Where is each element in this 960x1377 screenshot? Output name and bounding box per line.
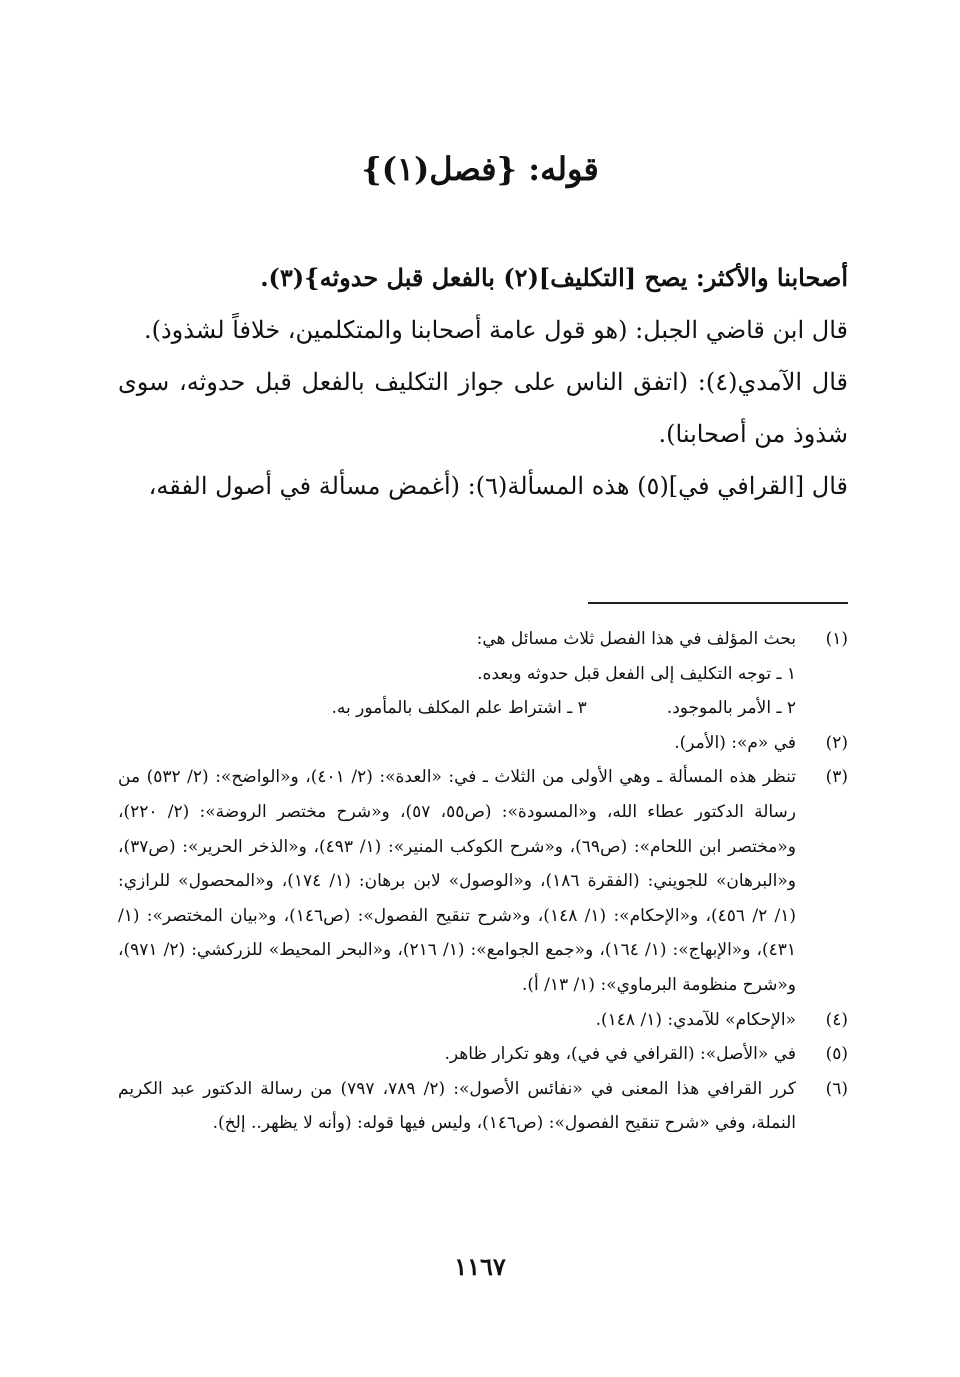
footnote-number: (٣) <box>825 767 848 788</box>
footnotes <box>118 622 848 1141</box>
footnote-number: (٢) <box>825 732 848 753</box>
footnote-text: «الإحكام» للآمدي: (١/ ١٤٨). <box>595 1009 796 1030</box>
footnote-6 <box>118 1072 848 1141</box>
footnote-number: (٥) <box>825 1044 848 1065</box>
footnote-text: كرر القرافي هذا المعنى في «نفائس الأصول»: (٢/ ٧٨٩، ٧٩٧) من رسالة الدكتور عبد الكريم النملة، وفي «شرح تنقيح الفصول»: (ص١٤٦)، وليس فيها قوله: (وأنه لا يظهر.. إلخ). <box>118 1078 796 1134</box>
footnote-text <box>118 622 796 726</box>
footnote-line <box>118 691 796 726</box>
main-paragraph-4: قال [القرافي في](٥) هذه المسألة(٦): (أغمض مسألة في أصول الفقه، <box>148 472 848 500</box>
footnote-number: (١) <box>825 629 848 649</box>
page-number: ١١٦٧ <box>454 1252 506 1281</box>
footnote-text: في «الأصل»: (القرافي في في)، وهو تكرار ظاهر. <box>444 1044 796 1065</box>
footnote-text: في «م»: (الأمر). <box>674 732 796 753</box>
main-paragraph-3: قال الآمدي(٤): (اتفق الناس على جواز التكليف بالفعل قبل حدوثه، سوى شذوذ من أصحابنا). <box>118 368 849 448</box>
footnote-2 <box>118 726 848 761</box>
footnote-1 <box>118 622 848 726</box>
footnote-item: ٣ ـ اشتراط علم المكلف بالمأمور به. <box>331 698 587 719</box>
main-paragraph-2: قال ابن قاضي الجبل: (هو قول عامة أصحابنا والمتكلمين، خلافاً لشذوذ). <box>144 316 848 344</box>
footnote-divider <box>588 602 848 604</box>
footnote-number: (٦) <box>825 1078 848 1099</box>
footnote-line: بحث المؤلف في هذا الفصل ثلاث مسائل هي: <box>476 629 796 649</box>
footnote-item: ٢ ـ الأمر بالموجود. <box>666 698 796 719</box>
footnote-3 <box>118 760 848 1002</box>
main-text <box>118 252 848 512</box>
main-paragraph-1: أصحابنا والأكثر: يصح [التكليف](٢) بالفعل قبل حدوثه}(٣). <box>260 263 848 292</box>
footnote-text: تنظر هذه المسألة ـ وهي الأولى من الثلاث ـ في: «العدة»: (٢/ ٤٠١)، و«الواضح»: (٢/ ٥٣٢) من رسالة الدكتور عطاء الله، و«المسودة»: (ص٥٥، ٥٧)، و«شرح مختصر الروضة»: (٢/ ٢٢٠)، و«مختصر ابن اللحام»: (ص٦٩)، و«شرح الكوكب المنير»: (١/ ٤٩٣)، و«الذخر الحرير»: (ص٣٧)، و«البرهان» للجويني: (الفقرة ١٨٦)، و«الوصول» لابن برهان: (١/ ١٧٤)، و«المحصول» للرازي: (١/ ٢/ ٤٥٦)، و«الإحكام»: (١/ ١٤٨)، و«شرح تنقيح الفصول»: (ص١٤٦)، و«بيان المختصر»: (١/ ٤٣١)، و«الإبهاج»: (١/ ١٦٤)، و«جمع الجوامع»: (١/ ٢١٦)، و«البحر المحيط» للزركشي: (٢/ ٩٧١)، و«شرح منظومة البرماوي»: (١/ ١٣/ أ). <box>118 767 797 995</box>
footnote-5 <box>118 1037 848 1072</box>
footnote-number: (٤) <box>825 1009 848 1030</box>
section-heading: قوله: {فصل(١)} <box>361 150 599 188</box>
footnote-4 <box>118 1003 848 1038</box>
footnote-line: ١ ـ توجه التكليف إلى الفعل قبل حدوثه وبعده. <box>477 663 796 684</box>
